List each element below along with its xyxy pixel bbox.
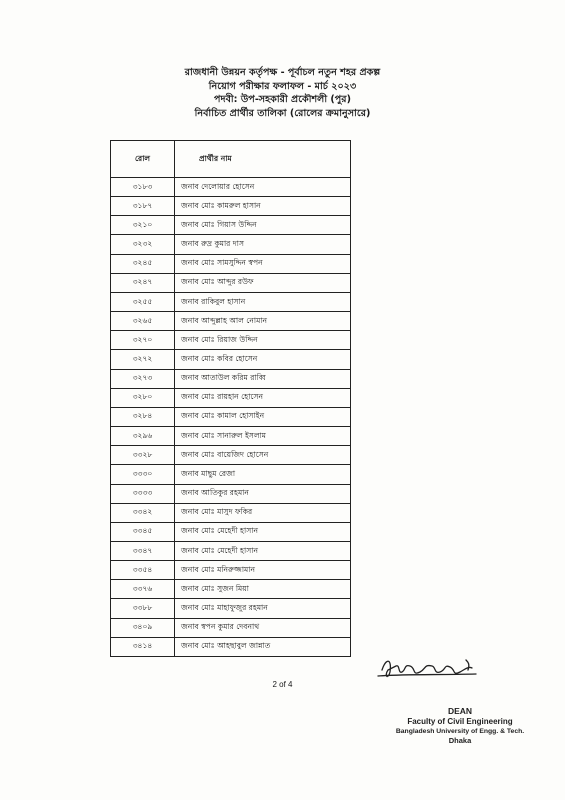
candidate-name: জনাব মোঃ মেহেদী হাসান <box>175 522 351 541</box>
roll-number: ৩৪১৪ <box>111 637 175 656</box>
table-row <box>111 599 351 618</box>
candidate-name: জনাব দেলোয়ার হোসেন <box>175 178 351 197</box>
candidate-name: জনাব মোঃ মাসুদ ফকির <box>175 503 351 522</box>
table-row <box>111 369 351 388</box>
table-header-row <box>111 141 351 178</box>
candidate-name: জনাব মোঃ কামরুল হাসান <box>175 197 351 216</box>
roll-number: ৩৩৪৭ <box>111 541 175 560</box>
table-row <box>111 312 351 331</box>
roll-number: ৩৪০৯ <box>111 618 175 637</box>
table-row <box>111 178 351 197</box>
table-row <box>111 618 351 637</box>
candidate-name: জনাব মোঃ গিয়াস উদ্দিন <box>175 216 351 235</box>
roll-number: ৩২৮৪ <box>111 407 175 426</box>
roll-number: ৩২৫৫ <box>111 292 175 311</box>
authority-title: রাজধানী উন্নয়ন কর্তৃপক্ষ - পূর্বাচল নতুন শহর প্রকল্প <box>184 67 381 78</box>
table-row <box>111 484 351 503</box>
candidate-name: জনাব রাকিবুল হাসান <box>175 292 351 311</box>
table-row <box>111 407 351 426</box>
candidate-name: জনাব মোঃ মাহাফুজুর রহমান <box>175 599 351 618</box>
roll-number: ৩১৮৭ <box>111 197 175 216</box>
table-row <box>111 446 351 465</box>
roll-number: ৩২৭৩ <box>111 369 175 388</box>
selected-list-title: নির্বাচিত প্রার্থীর তালিকা (রোলের ক্রমানুসারে) <box>194 107 371 119</box>
roll-number: ৩২৪৫ <box>111 254 175 273</box>
roll-number: ৩৩৩৩ <box>111 484 175 503</box>
roll-number: ৩৩২৮ <box>111 446 175 465</box>
candidate-name: জনাব মোঃ কবির হোসেন <box>175 350 351 369</box>
roll-number: ৩২৯৬ <box>111 427 175 446</box>
candidate-name: জনাব মোঃ সুজন মিয়া <box>175 580 351 599</box>
dean-signature <box>376 652 486 684</box>
roll-number: ৩২৩২ <box>111 235 175 254</box>
candidate-name: জনাব মোঃ সামসুদ্দিন স্বপন <box>175 254 351 273</box>
table-row <box>111 273 351 292</box>
document-header <box>0 66 565 120</box>
roll-number: ৩৩৩০ <box>111 465 175 484</box>
university-name: Bangladesh University of Engg. & Tech. <box>395 728 525 735</box>
candidate-name: জনাব মোঃ রিয়াজ উদ্দিন <box>175 331 351 350</box>
roll-number: ৩২৪৭ <box>111 273 175 292</box>
table-row <box>111 388 351 407</box>
candidate-name: জনাব মোঃ রায়হান হোসেন <box>175 388 351 407</box>
table-row <box>111 637 351 656</box>
exam-result-title: নিয়োগ পরীক্ষার ফলাফল - মার্চ ২০২৩ <box>208 80 357 92</box>
candidate-name: জনাব রুদ্র কুমার দাস <box>175 235 351 254</box>
candidate-name: জনাব মোঃ আব্দুর রউফ <box>175 273 351 292</box>
candidate-name: জনাব আব্দুল্লাহ আল নোমান <box>175 312 351 331</box>
city-name: Dhaka <box>448 736 472 745</box>
table-row <box>111 503 351 522</box>
candidate-name: জনাব মোঃ মেহেদী হাসান <box>175 541 351 560</box>
roll-number: ৩২৭২ <box>111 350 175 369</box>
roll-number: ৩৩৪২ <box>111 503 175 522</box>
table-row <box>111 216 351 235</box>
table-row <box>111 522 351 541</box>
table-row <box>111 292 351 311</box>
candidate-name: জনাব আতিকুর রহমান <box>175 484 351 503</box>
candidate-name: জনাব মোঃ কামাল হোসাইন <box>175 407 351 426</box>
table-row <box>111 331 351 350</box>
table-row <box>111 580 351 599</box>
candidate-name: জনাব মাছুম রেজা <box>175 465 351 484</box>
roll-number: ৩৩৮৮ <box>111 599 175 618</box>
candidate-name: জনাব আতাউল করিম রাব্বি <box>175 369 351 388</box>
candidate-name: জনাব মোঃ আহছাবুল জান্নাত <box>175 637 351 656</box>
signatory-title: DEAN <box>447 706 473 716</box>
table-row <box>111 541 351 560</box>
table-row <box>111 465 351 484</box>
candidate-name: জনাব মোঃ মনিরুজ্জামান <box>175 561 351 580</box>
roll-number: ৩৩৭৬ <box>111 580 175 599</box>
roll-number: ৩১৮৩ <box>111 178 175 197</box>
roll-number: ৩৩৪৫ <box>111 522 175 541</box>
table-row <box>111 254 351 273</box>
roll-number: ৩৩৫৪ <box>111 561 175 580</box>
faculty-name: Faculty of Civil Engineering <box>407 717 513 726</box>
candidate-name: জনাব মোঃ সানারুল ইসলাম <box>175 427 351 446</box>
roll-number: ৩২৬৫ <box>111 312 175 331</box>
page-number: 2 of 4 <box>272 680 293 689</box>
signatory-block <box>380 706 540 746</box>
roll-number: ৩২৭০ <box>111 331 175 350</box>
name-column-header: প্রার্থীর নাম <box>175 141 351 178</box>
roll-number: ৩২৮০ <box>111 388 175 407</box>
results-table <box>110 140 351 657</box>
candidate-name: জনাব মোঃ বায়েজিদ হোসেন <box>175 446 351 465</box>
table-row <box>111 427 351 446</box>
roll-number: ৩২১০ <box>111 216 175 235</box>
table-row <box>111 197 351 216</box>
table-row <box>111 561 351 580</box>
designation-title: পদবী: উপ-সহকারী প্রকৌশলী (পুর) <box>214 94 351 105</box>
table-row <box>111 350 351 369</box>
table-row <box>111 235 351 254</box>
roll-column-header: রোল <box>111 141 175 178</box>
candidate-name: জনাব স্বপন কুমার দেবনাথ <box>175 618 351 637</box>
